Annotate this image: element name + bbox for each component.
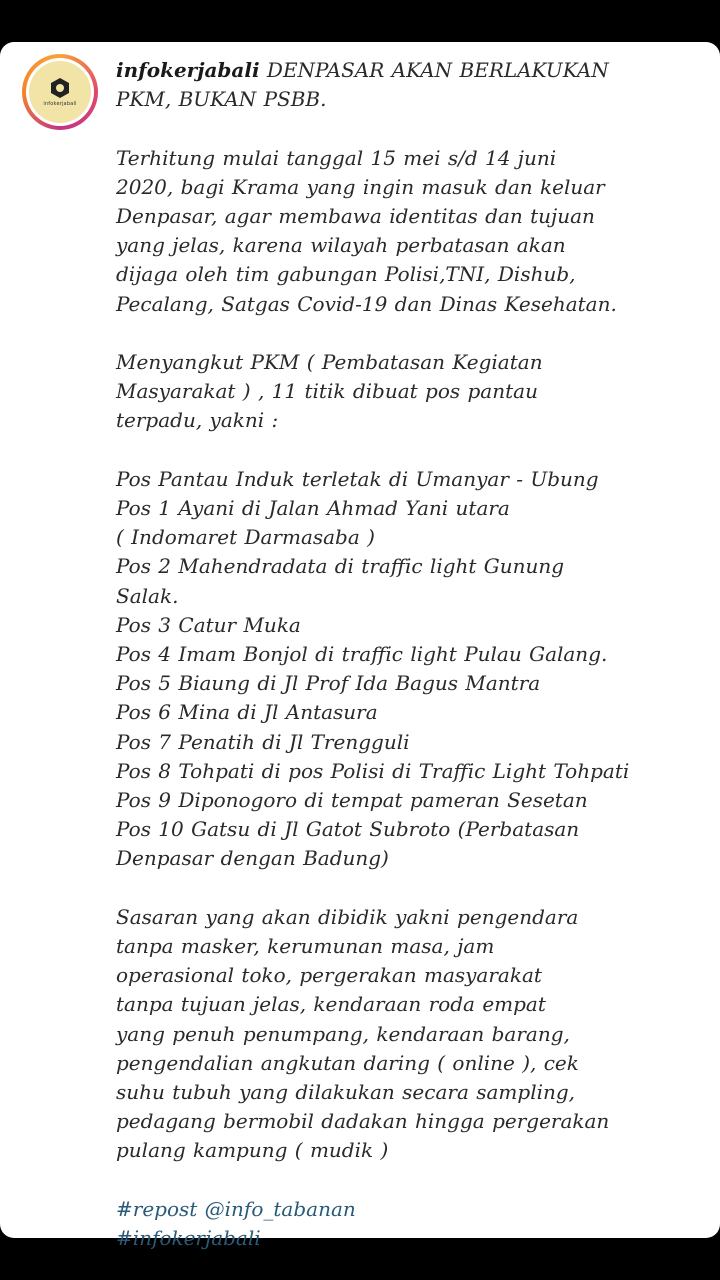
text-line: terpadu, yakni : xyxy=(116,408,279,433)
paragraph-dates xyxy=(116,144,696,319)
avatar-core xyxy=(29,61,91,123)
text-line: Masyarakat ) , 11 titik dibuat pos pantau xyxy=(116,379,538,404)
text-line: pengendalian angkutan daring ( online ), cek xyxy=(116,1050,579,1075)
text-line: tanpa tujuan jelas, kendaraan roda empat xyxy=(116,992,546,1017)
pos-item: Pos 5 Biaung di Jl Prof Ida Bagus Mantra xyxy=(116,671,541,696)
pos-item: Pos 2 Mahendradata di traffic light Gunung xyxy=(116,554,565,579)
paragraph-pkm xyxy=(116,348,696,436)
text-line: yang penuh penumpang, kendaraan barang, xyxy=(116,1021,570,1046)
pos-item: Pos 4 Imam Bonjol di traffic light Pulau Galang. xyxy=(116,642,608,667)
headline-line-1: DENPASAR AKAN BERLAKUKAN xyxy=(259,58,609,82)
avatar-label: infokerjabali xyxy=(43,101,77,107)
text-line: Denpasar, agar membawa identitas dan tujuan xyxy=(116,204,595,228)
pos-item: Pos 7 Penatih di Jl Trengguli xyxy=(116,729,410,754)
text-line: Menyangkut PKM ( Pembatasan Kegiatan xyxy=(116,350,543,374)
pos-item: Pos 6 Mina di Jl Antasura xyxy=(116,700,378,725)
hashtag-infokerjabali-link[interactable]: #infokerjabali xyxy=(116,1226,261,1251)
text-line: Pecalang, Satgas Covid-19 dan Dinas Kesehatan. xyxy=(116,291,617,316)
pos-item: Pos 9 Diponogoro di tempat pameran Sesetan xyxy=(116,788,588,813)
hexagon-logo-icon xyxy=(49,77,71,99)
paragraph-gap xyxy=(116,874,696,903)
text-line: pulang kampung ( mudik ) xyxy=(116,1138,389,1163)
hashtags xyxy=(116,1195,696,1253)
text-line: dijaga oleh tim gabungan Polisi,TNI, Dishub, xyxy=(116,262,576,287)
post-caption xyxy=(116,56,696,1253)
avatar-inner xyxy=(26,58,94,126)
text-line: tanpa masker, kerumunan masa, jam xyxy=(116,934,495,959)
caption-first-line xyxy=(116,56,696,85)
pos-item: Pos 1 Ayani di Jalan Ahmad Yani utara xyxy=(116,496,510,520)
avatar[interactable] xyxy=(22,54,98,130)
paragraph-gap xyxy=(116,319,696,348)
text-line: 2020, bagi Krama yang ingin masuk dan keluar xyxy=(116,174,605,199)
text-line: operasional toko, pergerakan masyarakat xyxy=(116,963,542,988)
post-card xyxy=(0,42,720,1251)
paragraph-gap xyxy=(116,114,696,143)
paragraph-gap xyxy=(116,436,696,465)
pos-item: ( Indomaret Darmasaba ) xyxy=(116,525,375,550)
pos-item: Pos Pantau Induk terletak di Umanyar - Ubung xyxy=(116,466,599,491)
paragraph-targets xyxy=(116,903,696,1166)
text-line: suhu tubuh yang dilakukan secara sampling, xyxy=(116,1080,576,1105)
text-line: yang jelas, karena wilayah perbatasan akan xyxy=(116,233,566,258)
text-line: Terhitung mulai tanggal 15 mei s/d 14 juni xyxy=(116,145,557,170)
headline-line-2: PKM, BUKAN PSBB. xyxy=(116,87,327,112)
pos-item: Pos 3 Catur Muka xyxy=(116,612,301,637)
pos-item: Denpasar dengan Badung) xyxy=(116,846,389,871)
pos-item: Pos 10 Gatsu di Jl Gatot Subroto (Perbatasan xyxy=(116,817,580,842)
pos-item: Salak. xyxy=(116,583,179,608)
pos-item: Pos 8 Tohpati di pos Polisi di Traffic Light Tohpati xyxy=(116,758,630,783)
text-line: Sasaran yang akan dibidik yakni pengendara xyxy=(116,904,579,929)
hashtag-repost-link[interactable]: #repost @info_tabanan xyxy=(116,1196,356,1221)
text-line: pedagang bermobil dadakan hingga pergerakan xyxy=(116,1109,610,1134)
paragraph-gap xyxy=(116,1166,696,1195)
username-link[interactable]: infokerjabali xyxy=(116,58,260,82)
pos-list xyxy=(116,465,696,874)
